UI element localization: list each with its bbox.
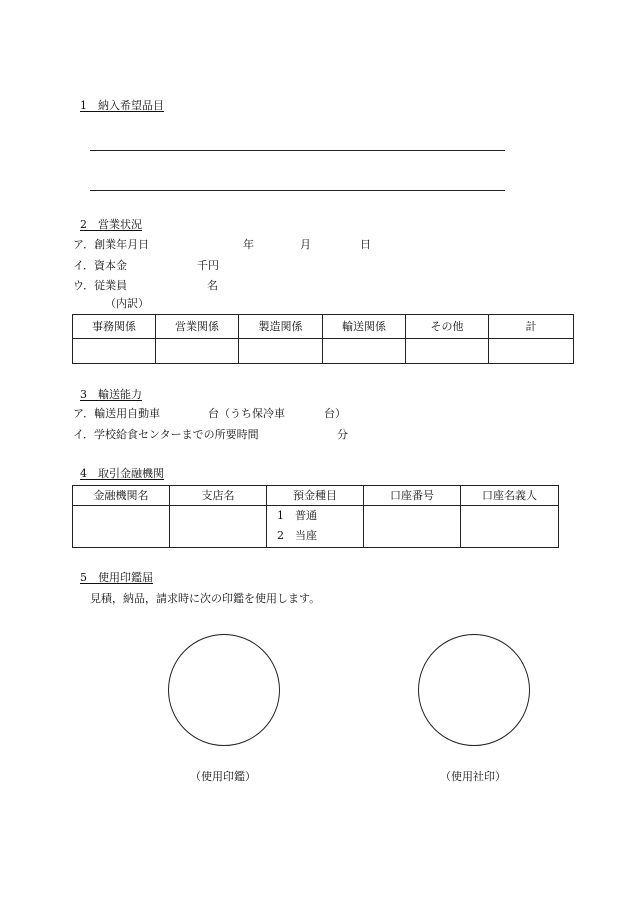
deposit-option-checking: 2 当座 <box>277 529 317 542</box>
section-3-title: 3 輸送能力 <box>80 388 142 401</box>
cell-branch[interactable] <box>170 506 267 548</box>
seal-label-personal: （使用印鑑） <box>190 770 256 783</box>
cell-sales[interactable] <box>156 339 239 364</box>
cell-other[interactable] <box>406 339 489 364</box>
col-header-transport: 輸送関係 <box>323 315 406 339</box>
col-header-branch: 支店名 <box>170 486 267 506</box>
section-2-title: 2 営業状況 <box>80 218 142 231</box>
travel-time-unit: 分 <box>337 428 348 441</box>
capital-label: イ．資本金 <box>73 259 128 272</box>
cell-transport[interactable] <box>323 339 406 364</box>
cell-deposit-type[interactable] <box>267 506 364 548</box>
founding-month-unit: 月 <box>300 238 311 251</box>
employee-breakdown-table <box>72 314 574 364</box>
col-header-total: 計 <box>489 315 574 339</box>
col-header-deposit-type: 預金種目 <box>267 486 364 506</box>
capital-unit: 千円 <box>197 259 219 272</box>
section-5-title: 5 使用印鑑届 <box>80 571 153 584</box>
vehicles-unit: 台（うち保冷車 <box>208 407 285 420</box>
employees-label: ウ．従業員 <box>73 279 128 292</box>
cell-office[interactable] <box>73 339 156 364</box>
founding-day-unit: 日 <box>360 238 371 251</box>
cell-bank-name[interactable] <box>73 506 170 548</box>
bank-table <box>72 485 559 548</box>
cell-total[interactable] <box>489 339 574 364</box>
section-1-title: 1 納入希望品目 <box>80 99 164 112</box>
founding-date-label: ア．創業年月日 <box>73 238 150 251</box>
col-header-account-number: 口座番号 <box>364 486 461 506</box>
col-header-account-holder: 口座名義人 <box>461 486 559 506</box>
travel-time-label: イ．学校給食センターまでの所要時間 <box>73 428 259 441</box>
cell-account-holder[interactable] <box>461 506 559 548</box>
founding-year-unit: 年 <box>243 238 254 251</box>
deposit-option-ordinary: 1 普通 <box>277 509 317 522</box>
seal-label-company: （使用社印） <box>440 770 506 783</box>
seal-statement: 見積，納品，請求時に次の印鑑を使用します。 <box>90 592 321 605</box>
col-header-other: その他 <box>406 315 489 339</box>
item-line-2 <box>90 190 505 191</box>
seal-circle-personal <box>168 634 280 746</box>
vehicles-label: ア．輸送用自動車 <box>73 407 161 420</box>
col-header-sales: 営業関係 <box>156 315 239 339</box>
section-4-title: 4 取引金融機関 <box>80 467 164 480</box>
item-line-1 <box>90 150 505 151</box>
refrigerated-unit: 台） <box>324 407 346 420</box>
cell-account-number[interactable] <box>364 506 461 548</box>
col-header-office: 事務関係 <box>73 315 156 339</box>
col-header-manufacturing: 製造関係 <box>239 315 323 339</box>
breakdown-label: （内訳） <box>105 297 149 310</box>
cell-manufacturing[interactable] <box>239 339 323 364</box>
employees-unit: 名 <box>207 279 218 292</box>
seal-circle-company <box>418 634 530 746</box>
col-header-bank-name: 金融機関名 <box>73 486 170 506</box>
